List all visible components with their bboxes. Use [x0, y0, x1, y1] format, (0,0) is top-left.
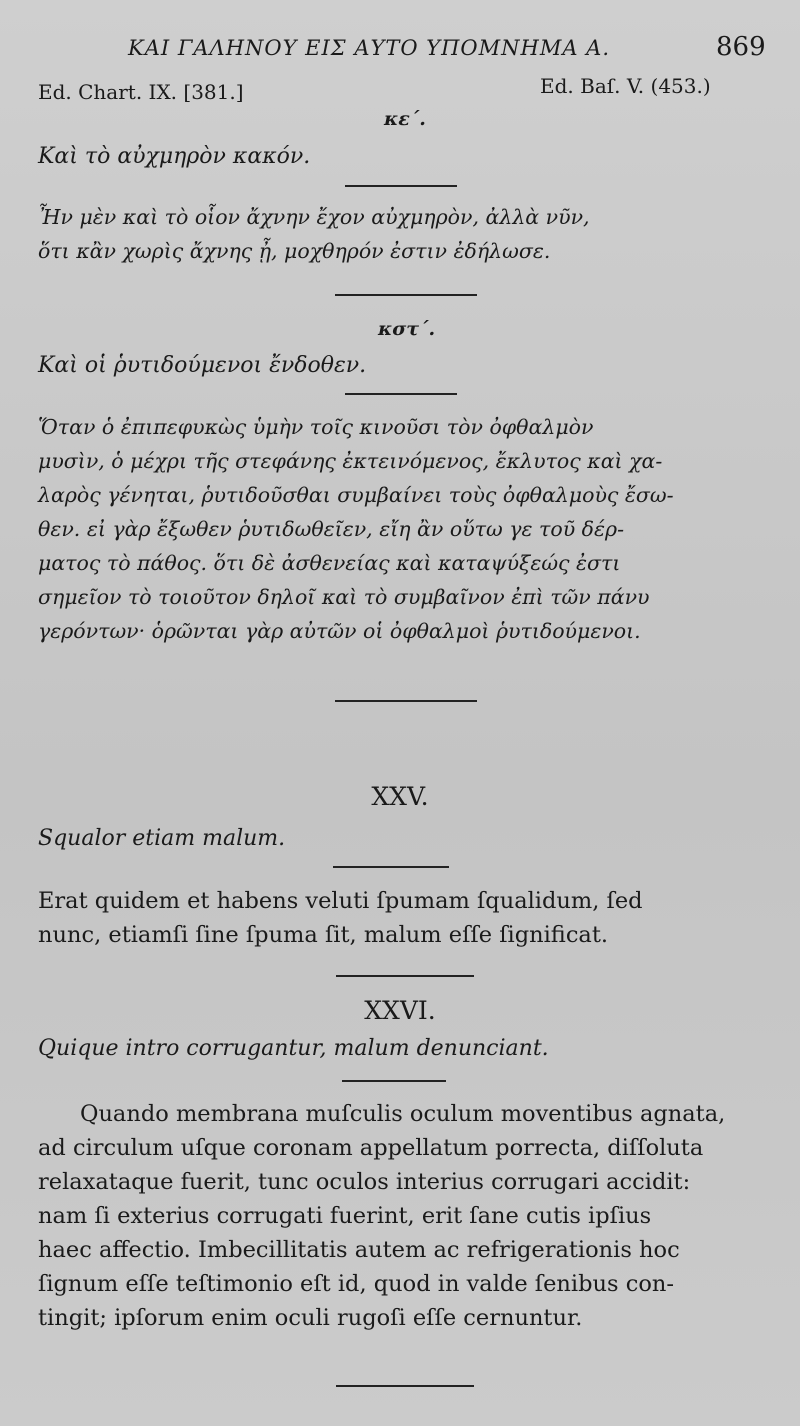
latin-section-number: XXV.: [371, 782, 429, 811]
edition-basel-reference: Ed. Baſ. V. (453.): [540, 74, 711, 98]
greek-line: σημεῖον τὸ τοιοῦτον δηλοῖ καὶ τὸ συμβαῖνον ἐπὶ τῶν πάνυ: [38, 585, 650, 609]
latin-line: ſignum eſſe teſtimonio eſt id, quod in valde ſenibus con-: [38, 1271, 674, 1297]
greek-section-number: κε΄.: [384, 108, 426, 130]
latin-lemma: Quique intro corrugantur, malum denunciant.: [38, 1036, 549, 1061]
running-head: ΚΑΙ ΓΑΛΗΝΟΥ ΕΙΣ ΑΥΤΟ ΥΠΟΜΝΗΜΑ Α.: [128, 36, 611, 60]
section-divider: [345, 185, 457, 187]
section-divider: [336, 975, 474, 977]
latin-commentary: [38, 1097, 725, 1335]
edition-chart-reference: Ed. Chart. IX. [381.]: [38, 80, 244, 104]
section-divider: [345, 393, 457, 395]
section-divider: [336, 1385, 474, 1387]
latin-line: Erat quidem et habens veluti ſpumam ſqualidum, ſed: [38, 888, 643, 914]
section-divider: [335, 294, 477, 296]
latin-section-number: XXVI.: [364, 996, 436, 1025]
greek-line: Ἦν μὲν καὶ τὸ οἷον ἄχνην ἔχον αὐχμηρὸν, ἀλλὰ νῦν,: [38, 205, 590, 229]
greek-line: γερόντων· ὁρῶνται γὰρ αὐτῶν οἱ ὀφθαλμοὶ ῥυτιδούμενοι.: [38, 619, 641, 643]
page-number: 869: [716, 32, 766, 62]
section-divider: [335, 700, 477, 702]
greek-section-number: κστ΄.: [378, 318, 436, 340]
greek-line: θεν. εἰ γὰρ ἔξωθεν ῥυτιδωθεῖεν, εἴη ἂν οὕτω γε τοῦ δέρ-: [38, 517, 625, 541]
greek-lemma: Καὶ τὸ αὐχμηρὸν κακόν.: [38, 144, 311, 169]
greek-lemma: Καὶ οἱ ῥυτιδούμενοι ἔνδοθεν.: [38, 353, 367, 378]
section-divider: [333, 866, 449, 868]
latin-line: Quando membrana muſculis oculum moventibus agnata,: [80, 1101, 726, 1127]
greek-line: ματος τὸ πάθος. ὅτι δὲ ἀσθενείας καὶ καταψύξεώς ἐστι: [38, 551, 621, 575]
latin-line: haec affectio. Imbecillitatis autem ac refrigerationis hoc: [38, 1237, 680, 1263]
latin-line: nunc, etiamſi ſine ſpuma ſit, malum eſſe ſignificat.: [38, 922, 609, 948]
greek-line: μυσὶν, ὁ μέχρι τῆς στεφάνης ἐκτεινόμενος, ἔκλυτος καὶ χα-: [38, 449, 663, 473]
section-divider: [342, 1080, 446, 1082]
greek-commentary: [38, 410, 674, 648]
greek-line: Ὅταν ὁ ἐπιπεφυκὼς ὑμὴν τοῖς κινοῦσι τὸν ὀφθαλμὸν: [38, 415, 594, 439]
latin-line: relaxataque fuerit, tunc oculos interius corrugari accidit:: [38, 1169, 691, 1195]
greek-line: ὅτι κἂν χωρὶς ἄχνης ᾖ, μοχθηρόν ἐστιν ἐδήλωσε.: [38, 239, 551, 263]
latin-commentary: [38, 884, 643, 952]
latin-line: ad circulum uſque coronam appellatum porrecta, diſſoluta: [38, 1135, 704, 1161]
latin-line: tingit; ipſorum enim oculi rugoſi eſſe cernuntur.: [38, 1305, 583, 1331]
greek-commentary: [38, 200, 590, 268]
latin-line: nam ſi exterius corrugati fuerint, erit ſane cutis ipſius: [38, 1203, 652, 1229]
greek-line: λαρὸς γένηται, ῥυτιδοῦσθαι συμβαίνει τοὺς ὀφθαλμοὺς ἔσω-: [38, 483, 674, 507]
latin-lemma: Squalor etiam malum.: [38, 826, 286, 851]
